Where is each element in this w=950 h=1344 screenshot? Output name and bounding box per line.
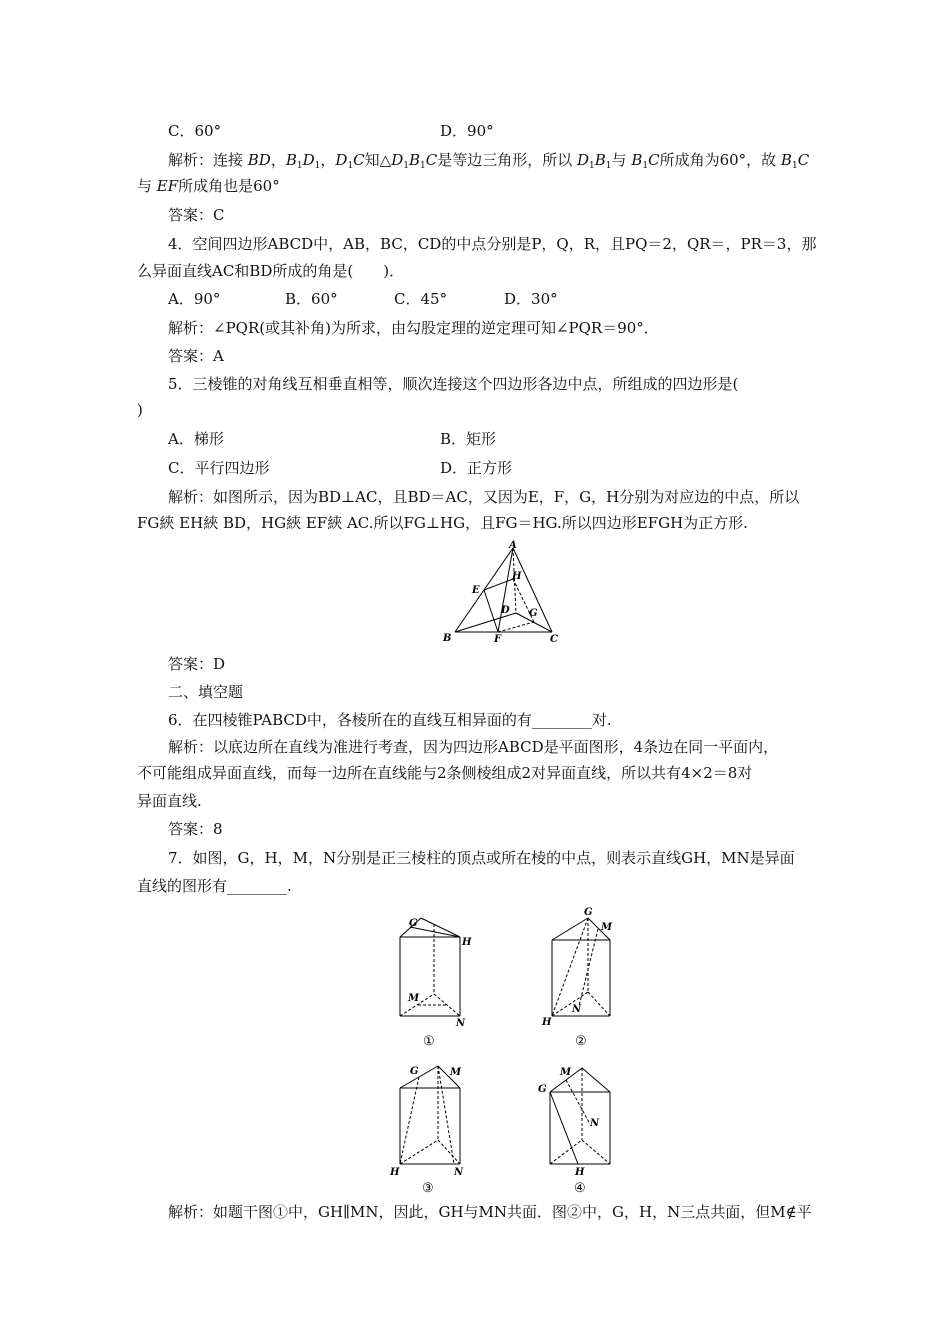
q5-analysis-line1: 解析：如图所示，因为BD⊥AC，且BD＝AC，又因为E，F，G，H分别为对应边的中点，所以 (168, 488, 800, 506)
label-G: G (529, 608, 538, 619)
q5-option-d: D．正方形 (440, 459, 513, 477)
label-H: H (512, 571, 522, 582)
label-H: H (575, 1167, 585, 1178)
q7-analysis: 解析：如题干图①中，GH∥MN，因此，GH与MN共面．图②中，G，H，N三点共面，但M∉平 (168, 1203, 812, 1221)
q5-option-c: C．平行四边形 (168, 459, 270, 477)
prism-figure-3 (388, 1058, 480, 1196)
q3-option-c: C．60° (168, 122, 222, 140)
q4-option-d: D．30° (504, 290, 558, 308)
q6-analysis-line3: 异面直线. (137, 792, 202, 810)
q5-option-a: A．梯形 (168, 430, 224, 448)
label-H: H (462, 937, 472, 948)
q3-analysis-line1: 解析：连接 BD，$B_1D_1$，$D_1C$知$\triangle D_1B_1C$是等边三角形，所以 $D_1B_1$与 $B_1C$所成角为60°，故 $B_1C$ (168, 151, 810, 171)
q4-option-c: C．45° (394, 290, 448, 308)
figure-number-4: ④ (574, 1181, 586, 1196)
label-N: N (454, 1167, 464, 1178)
q5-answer: 答案：D (168, 655, 226, 673)
q3-answer: 答案：C (168, 206, 225, 224)
q5-option-b: B．矩形 (440, 430, 497, 448)
q7-stem-line1: 7．如图，G，H，M，N分别是正三棱柱的顶点或所在棱的中点，则表示直线GH，MN是异面 (168, 849, 795, 867)
q5-stem-line2: ) (137, 401, 143, 419)
q4-option-b: B．60° (285, 290, 338, 308)
label-N: N (590, 1118, 600, 1129)
q5-analysis-line2: FG綊 EH綊 BD，HG綊 EF綊 AC.所以FG⊥HG，且FG＝HG.所以四边形EFGH为正方形. (137, 514, 748, 532)
q3-option-d: D．90° (440, 122, 494, 140)
label-F: F (494, 634, 502, 645)
label-E: E (472, 585, 480, 596)
q4-stem-line1: 4．空间四边形ABCD中，AB，BC，CD的中点分别是P，Q，R，且PQ＝2，QR＝，PR＝3，那 (168, 235, 817, 253)
figure-number-2: ② (575, 1034, 587, 1049)
tetrahedron-figure (440, 538, 570, 648)
q7-stem-line2: 直线的图形有________. (137, 877, 292, 895)
label-C: C (550, 634, 558, 645)
q6-analysis-line1: 解析：以底边所在直线为准进行考查，因为四边形ABCD是平面图形，4条边在同一平面内， (168, 738, 779, 756)
q6-analysis-line2: 不可能组成异面直线，而每一边所在直线能与2条侧棱组成2对异面直线，所以共有4×2＝8对 (137, 764, 753, 782)
label-B: B (443, 633, 452, 644)
label-N: N (456, 1018, 466, 1029)
prism-figure-2 (538, 902, 628, 1050)
label-M: M (560, 1067, 572, 1078)
label-H: H (542, 1017, 552, 1028)
label-G: G (538, 1084, 547, 1095)
q4-stem-line2: 么异面直线AC和BD所成的角是( )． (137, 262, 405, 280)
label-M: M (408, 993, 420, 1004)
label-H: H (390, 1167, 400, 1178)
figure-number-3: ③ (422, 1181, 434, 1196)
q6-answer: 答案：8 (168, 820, 223, 838)
figure-number-1: ① (423, 1034, 435, 1049)
label-N: N (572, 1004, 582, 1015)
prism-figure-4 (538, 1058, 630, 1196)
q5-stem-line1: 5．三棱锥的对角线互相垂直相等，顺次连接这个四边形各边中点，所组成的四边形是( (168, 375, 739, 393)
label-G: G (409, 918, 418, 929)
label-M: M (601, 922, 613, 933)
label-G: G (410, 1066, 419, 1077)
label-M: M (450, 1067, 462, 1078)
section-heading: 二、填空题 (168, 683, 244, 701)
q6-stem: 6．在四棱锥PABCD中，各棱所在的直线互相异面的有________对. (168, 711, 612, 729)
q4-answer: 答案：A (168, 347, 224, 365)
label-G: G (584, 907, 593, 918)
q4-analysis: 解析：∠PQR(或其补角)为所求，由勾股定理的逆定理可知∠PQR＝90°． (168, 319, 659, 337)
label-D: D (501, 605, 510, 616)
q4-option-a: A．90° (168, 290, 221, 308)
prism-figure-1 (390, 912, 480, 1050)
q3-analysis-line2: 与 EF所成角也是60° (137, 177, 280, 195)
label-A: A (509, 540, 517, 551)
